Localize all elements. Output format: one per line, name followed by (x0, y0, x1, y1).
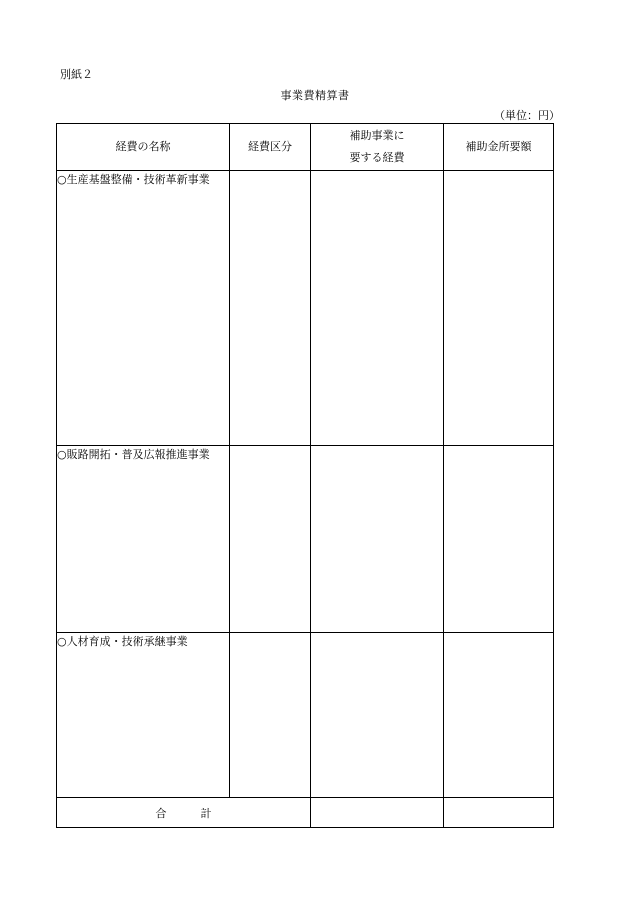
expense-settlement-table (56, 123, 554, 828)
cell-subsidy (444, 446, 554, 633)
unit-note: （単位：円） (494, 109, 560, 122)
cell-required (311, 446, 444, 633)
row-name-marketing: ○販路開拓・普及広報推進事業 (57, 446, 230, 633)
header-expense-name: 経費の名称 (57, 124, 230, 171)
attachment-label: 別紙２ (60, 68, 93, 81)
header-required-line1: 補助事業に (349, 129, 405, 142)
total-row (57, 798, 554, 828)
row-name-production: ○生産基盤整備・技術革新事業 (57, 171, 230, 446)
cell-required (311, 633, 444, 798)
cell-category (230, 446, 311, 633)
total-label (57, 798, 311, 828)
cell-subsidy (444, 171, 554, 446)
table-row (57, 633, 554, 798)
total-label-b: 計 (200, 806, 212, 820)
total-label-a: 合 (155, 806, 167, 820)
total-subsidy (444, 798, 554, 828)
table-row (57, 446, 554, 633)
cell-category (230, 171, 311, 446)
total-required (311, 798, 444, 828)
document-title: 事業費精算書 (280, 89, 350, 102)
header-subsidy-amount: 補助金所要額 (444, 124, 554, 171)
row-name-training: ○人材育成・技術承継事業 (57, 633, 230, 798)
table-header-row (57, 124, 554, 171)
header-expense-category: 経費区分 (230, 124, 311, 171)
cell-subsidy (444, 633, 554, 798)
header-required-expense (311, 124, 444, 171)
cell-required (311, 171, 444, 446)
table-row (57, 171, 554, 446)
cell-category (230, 633, 311, 798)
header-required-line2: 要する経費 (349, 151, 405, 164)
